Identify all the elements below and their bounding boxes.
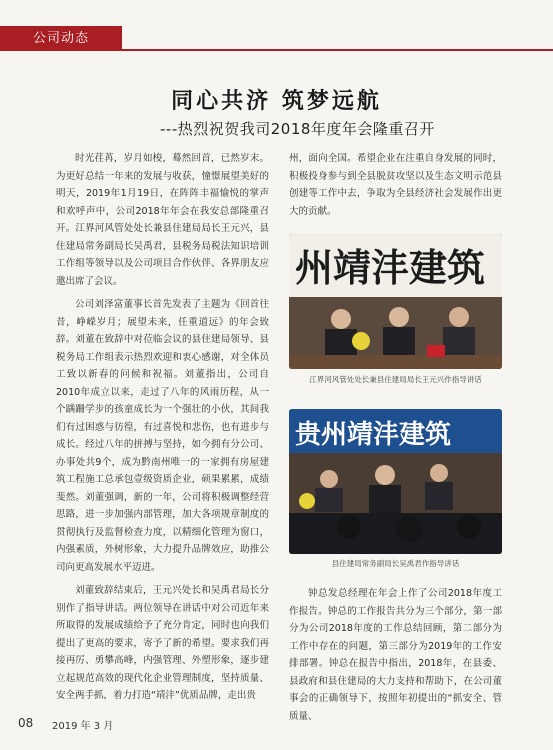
- section-rule: [122, 49, 553, 51]
- left-column: [56, 150, 269, 711]
- paragraph: 州，面向全国。希望企业在注重自身发展的同时，积极投身参与到全县脱贫攻坚以及生态文明示范县创建等工作中去，争取为全县经济社会发展作出更大的贡献。: [289, 153, 502, 217]
- article-title: 同心共济 筑梦远航: [171, 88, 382, 114]
- section-tab: 公司动态: [0, 26, 122, 51]
- page-number: 08: [18, 716, 34, 730]
- photo-speaker-2: [289, 409, 502, 554]
- issue-date: 2019 年 3 月: [52, 721, 114, 732]
- photo-banner-text: 贵州靖沣建筑: [295, 420, 452, 450]
- right-column-top: [289, 150, 502, 226]
- paragraph: 钟总发总经理在年会上作了公司2018年度工作报告。钟总的工作报告共分为三个部分，第一部分为公司2018年度的工作总结回顾，第二部分为工作中存在的问题，第三部分为2019年的工作安排部署。钟总在报告中指出，2018年，在县委、县政府和县住建局的大力支持和帮助下，在公司董事会的正确领导下，按照年初提出的“抓安全、管质量、: [289, 588, 502, 722]
- photo-banner-text: 州靖沣建筑: [295, 246, 486, 290]
- paragraph: 刘董致辞结束后，王元兴处长和吴禹君局长分别作了指导讲话。两位领导在讲话中对公司近年来所取得的发展成绩给予了充分肯定，同时也向我们提出了更高的要求，寄予了新的希望。要求我们再接再厉、勇攀高峰，内强管理、外塑形象，逐步建立起规范高效的现代化企业管理制度，坚持质量、安全两手抓，着力打造“靖沣”优质品牌，走出贵: [56, 585, 269, 701]
- article-subtitle: ---热烈祝贺我司2018年度年会隆重召开: [160, 120, 435, 138]
- paragraph: 公司刘泽富董事长首先发表了主题为《回首往昔，峥嵘岁月；展望未来，任重道远》的年会致辞。刘董在致辞中对莅临会议的县住建局领导、县税务局工作组表示热烈欢迎和衷心感谢，对全体员工致以新春的问候和祝福。刘董指出，公司自2010年成立以来，走过了八年的风雨历程，从一个蹒跚学步的孩童成长为一个强壮的小伙，其间我们有过困惑与彷徨，有过喜悦和悲伤，也有进步与成长。经过八年的拼搏与坚持，如今拥有分公司、办事处共9个，成为黔南州唯一的一家拥有房屋建筑工程施工总承包壹级资质企业，硕果累累，成绩斐然。刘董强调，新的一年，公司将积极调整经营思路，进一步加强内部管理，加大各项规章制度的贯彻执行及监督检查力度，以精细化管理为窗口，内强素质，外树形象，大力提升品牌效应，助推公司向更高发展水平迈进。: [56, 299, 269, 573]
- photo-caption-2: 县住建局常务副局长吴禹君作指导讲话: [331, 559, 460, 568]
- photo-caption-1: 江界河风管处处长兼县住建局局长王元兴作指导讲话: [309, 375, 482, 384]
- paragraph: 时光荏苒，岁月如梭，蓦然回首，已然岁末。为更好总结一年来的发展与收获，憧憬展望美好的明天，2019年1月19日，在阵阵丰福愉悦的掌声和欢呼声中，公司2018年年会在我安总部隆重召开。江界河风管处处长兼县住建局局长王元兴，县住建局常务副局长吴禹君，县税务局税法知识培训工作组等领导以及公司项目合作伙伴、各界朋友应邀出席了会议。: [56, 153, 269, 287]
- photo-speaker-1: [289, 233, 502, 369]
- right-column-bottom: [289, 585, 502, 725]
